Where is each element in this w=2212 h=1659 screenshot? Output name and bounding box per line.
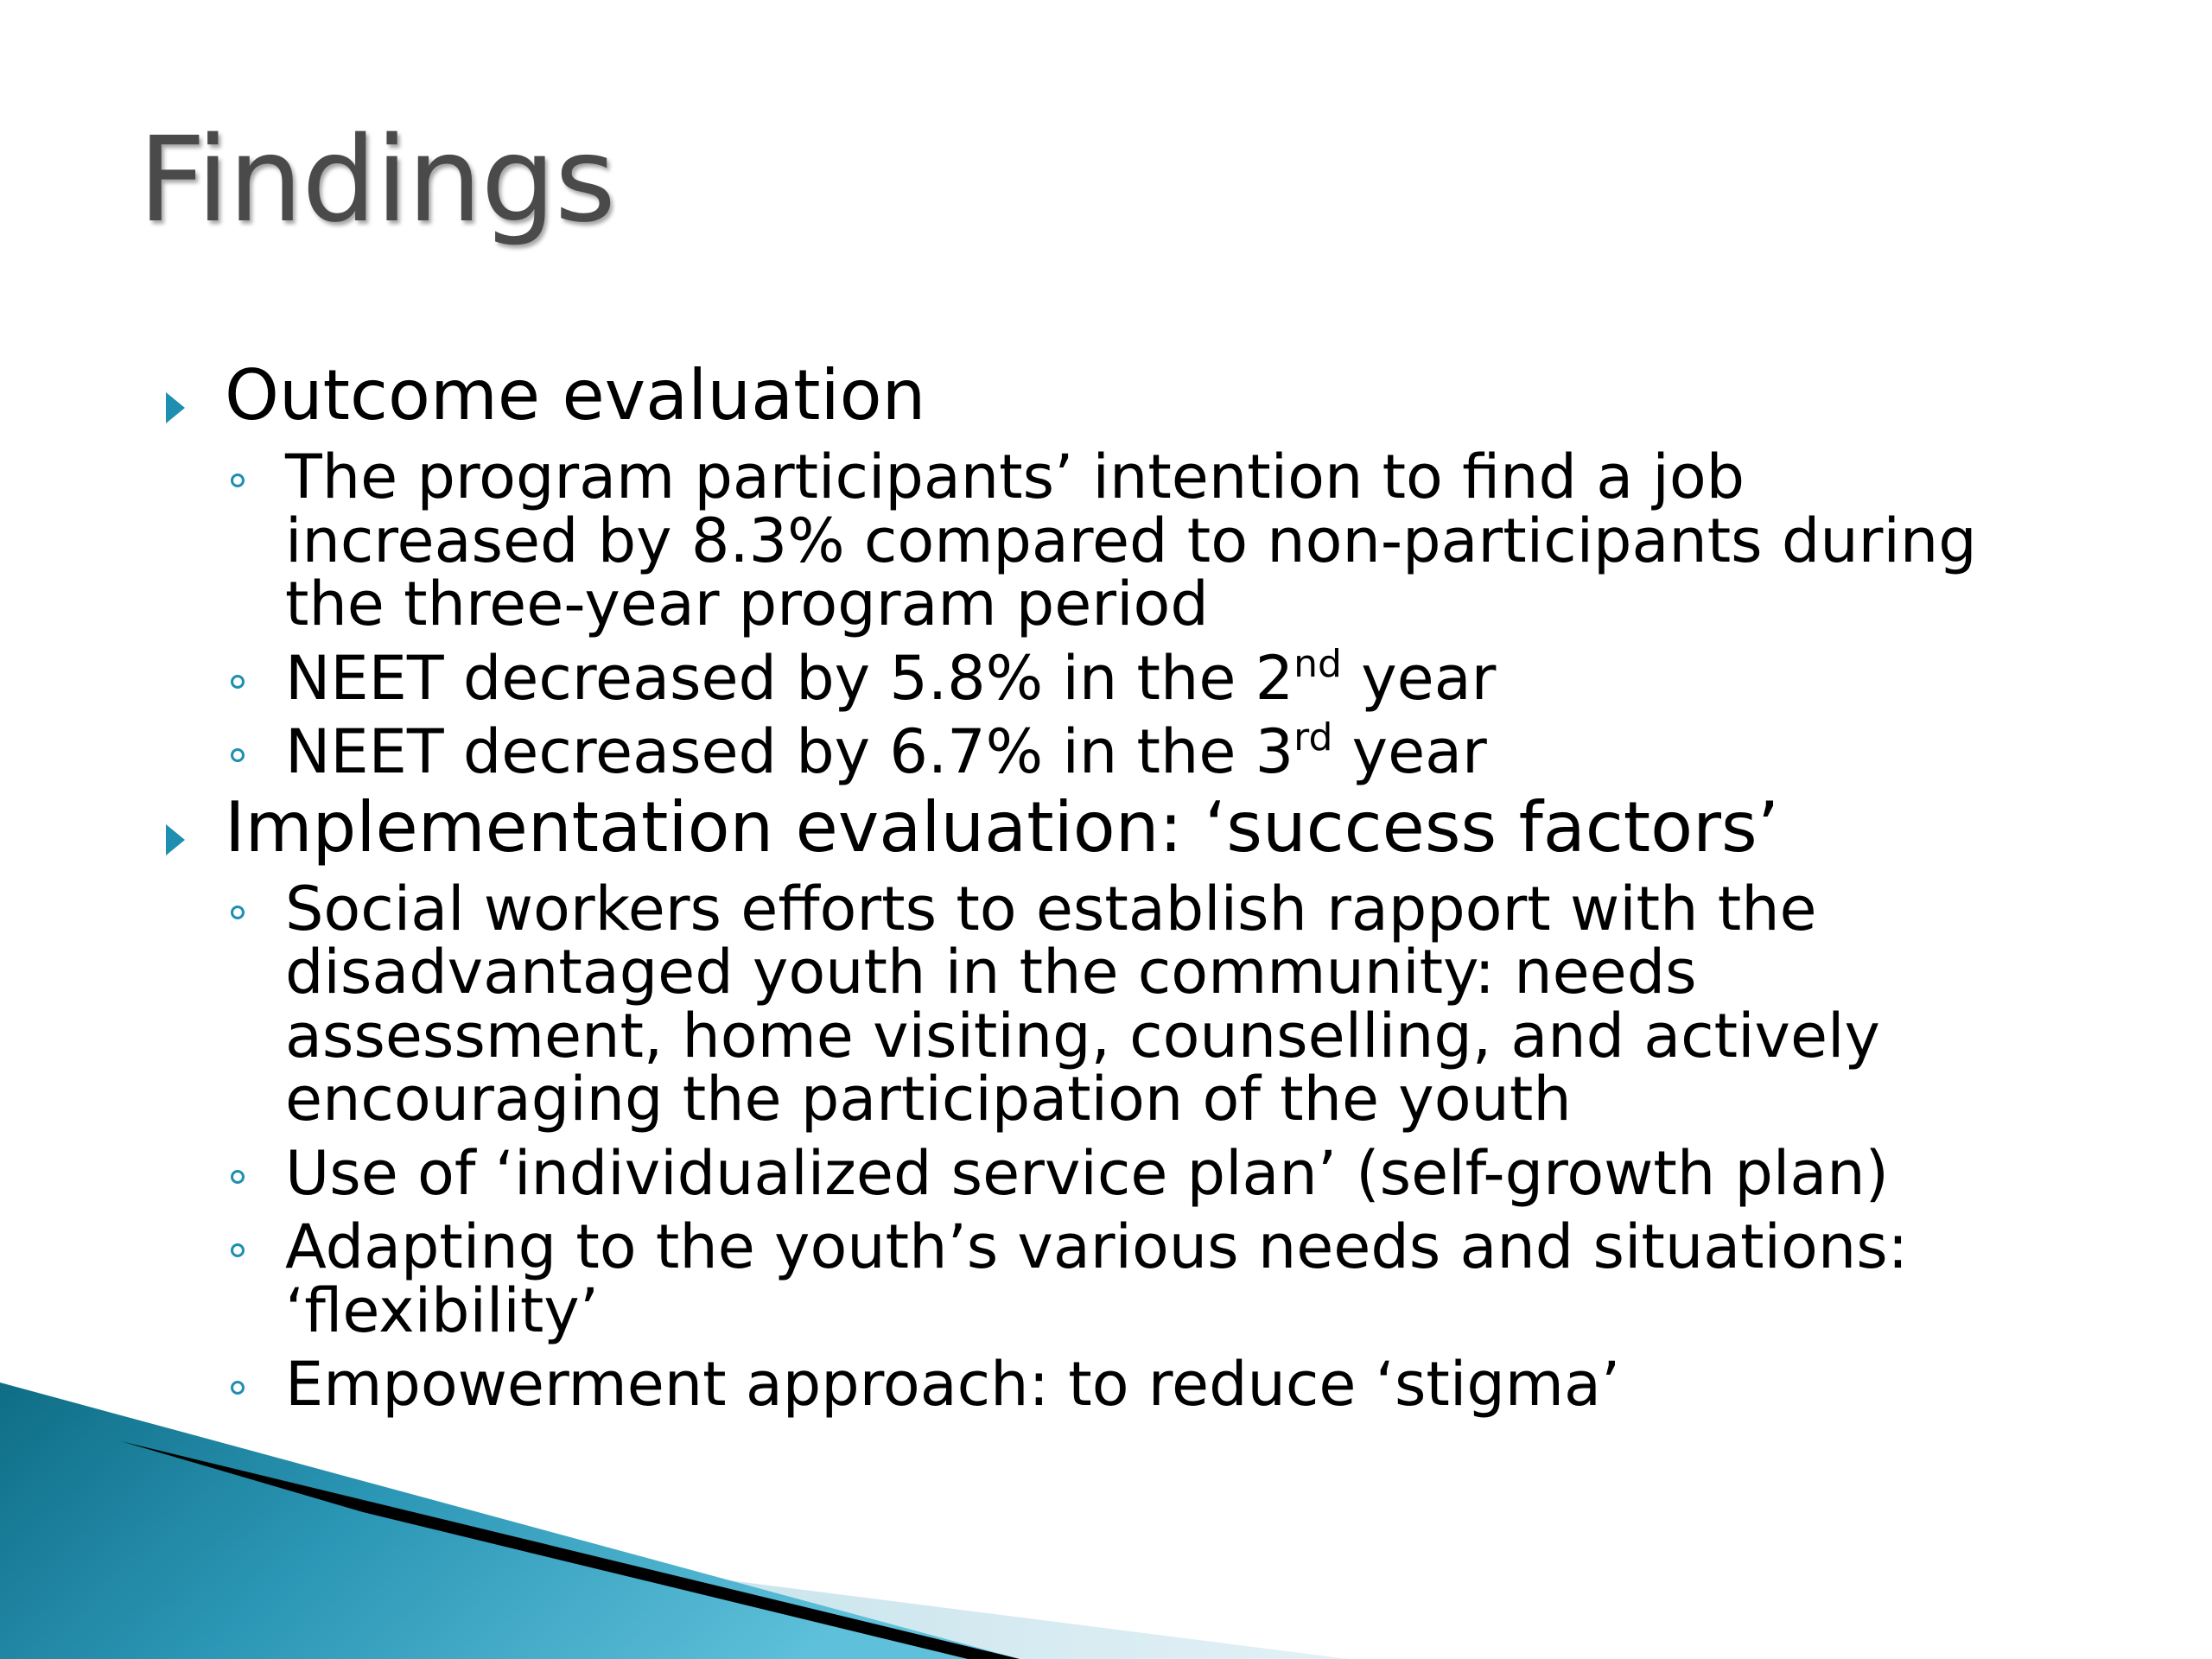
circle-bullet-icon	[231, 748, 245, 762]
circle-bullet-icon	[231, 474, 245, 487]
circle-bullet-icon	[231, 1243, 245, 1257]
corner-swoosh-decoration	[0, 1382, 2212, 1659]
list-item: Empowerment approach: to reduce ‘stigma’	[156, 1353, 2108, 1417]
triangle-bullet-icon	[166, 392, 185, 423]
triangle-bullet-icon	[166, 824, 185, 855]
blue-wedge	[0, 1382, 1020, 1659]
list-item: NEET decreased by 5.8% in the 2nd year	[156, 647, 2108, 711]
circle-bullet-icon	[231, 906, 245, 919]
slide-content	[156, 353, 2108, 1420]
list-item: The program participants’ intention to find a job increased by 8.3% compared to non-participants during the three-year program period	[156, 446, 2108, 637]
list-item: Adapting to the youth’s various needs and situations: ‘flexibility’	[156, 1216, 2108, 1343]
section-heading-implementation: Implementation evaluation: ‘success factors’	[156, 788, 2108, 868]
list-item: Use of ‘individualized service plan’ (self-growth plan)	[156, 1142, 2108, 1206]
circle-bullet-icon	[231, 1170, 245, 1184]
list-item: NEET decreased by 6.7% in the 3rd year	[156, 721, 2108, 785]
superscript: nd	[1294, 641, 1342, 686]
section-heading-outcome: Outcome evaluation	[156, 356, 2108, 435]
slide-title: Findings	[138, 112, 615, 249]
circle-bullet-icon	[231, 675, 245, 689]
superscript: rd	[1294, 715, 1333, 760]
list-item: Social workers efforts to establish rapport with the disadvantaged youth in the community: needs assessment, home visiting, counselling, and actively encouraging the participation of the youth	[156, 878, 2108, 1132]
